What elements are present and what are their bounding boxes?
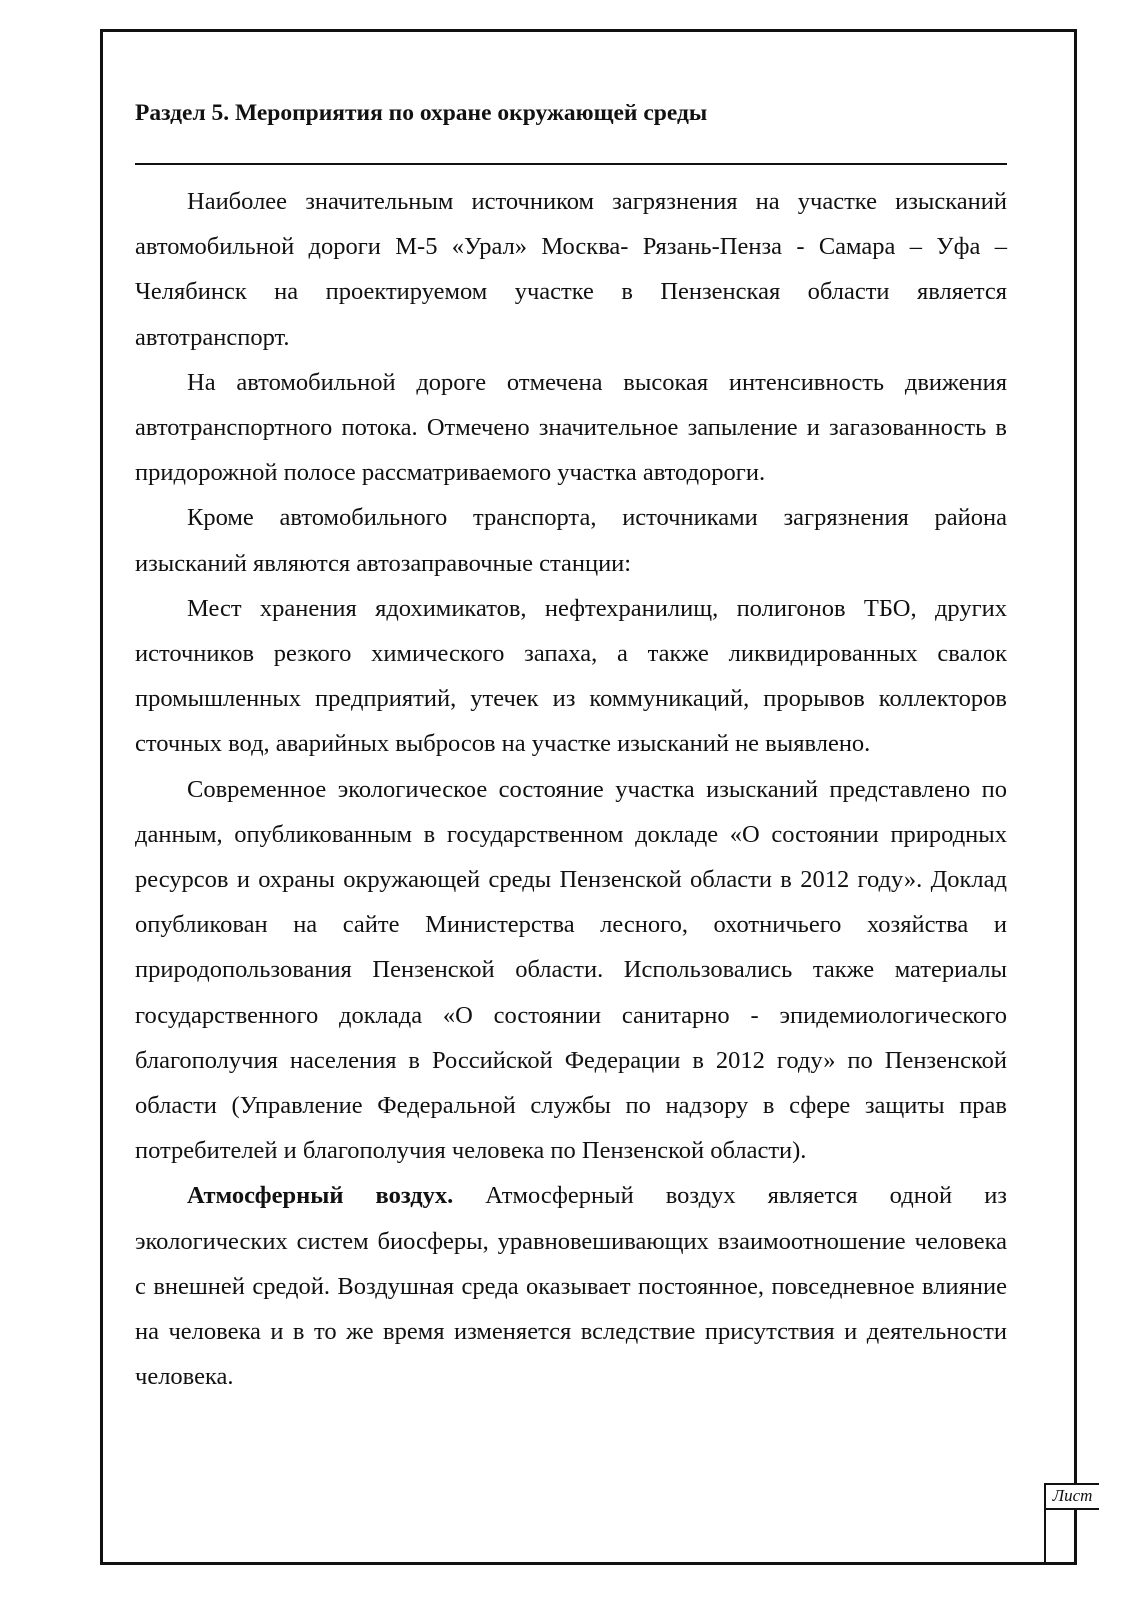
paragraph-no-other-sources: Мест хранения ядохимикатов, нефтехранилищ, полигонов ТБО, других источников резкого химического запаха, а также ликвидированных свалок промышленных предприятий, утечек из коммуникаций, прорывов коллекторов сточных вод, аварийных выбросов на участке изысканий не выявлено. <box>135 594 1007 758</box>
paragraph-traffic-intensity: На автомобильной дороге отмечена высокая интенсивность движения автотранспортного потока. Отмечено значительное запыление и загазованность в придорожной полосе рассматриваемого участка автодороги. <box>135 368 1007 487</box>
paragraph-pollution-source: Наиболее значительным источником загрязнения на участке изысканий автомобильной дороги М-5 «Урал» Москва- Рязань-Пенза - Самара – Уфа – Челябинск на проектируемом участке в Пензенская области является автотранспорт. <box>135 188 1007 351</box>
paragraph-atmospheric-air <box>135 1173 1007 1399</box>
atmospheric-air-heading: Атмосферный воздух. <box>187 1182 454 1210</box>
title-underline <box>135 163 1007 165</box>
section-title: Раздел 5. Мероприятия по охране окружающей среды <box>135 100 708 126</box>
sheet-number-cell <box>1044 1508 1077 1565</box>
document-body <box>135 96 1007 1399</box>
sheet-label: Лист <box>1044 1483 1099 1510</box>
paragraph-data-sources: Современное экологическое состояние участка изысканий представлено по данным, опубликованным в государственном докладе «О состоянии природных ресурсов и охраны окружающей среды Пензенской области в 2012 году». Доклад опубликован на сайте Министерства лесного, охотничьего хозяйства и природопользования Пензенской области. Использовались также материалы государственного доклада «О состоянии санитарно - эпидемиологического благополучия населения в Российской Федерации в 2012 году» по Пензенской области (Управление Федеральной службы по надзору в сфере защиты прав потребителей и благополучия человека по Пензенской области). <box>135 775 1007 1165</box>
atmospheric-air-text: Атмосферный воздух является одной из экологических систем биосферы, уравновешивающих взаимоотношение человека с внешней средой. Воздушная среда оказывает постоянное, повседневное влияние на человека и в то же время изменяется вследствие присутствия и деятельности человека. <box>135 1182 1007 1391</box>
paragraph-fuel-stations: Кроме автомобильного транспорта, источниками загрязнения района изысканий являются автозаправочные станции: <box>135 504 1007 577</box>
